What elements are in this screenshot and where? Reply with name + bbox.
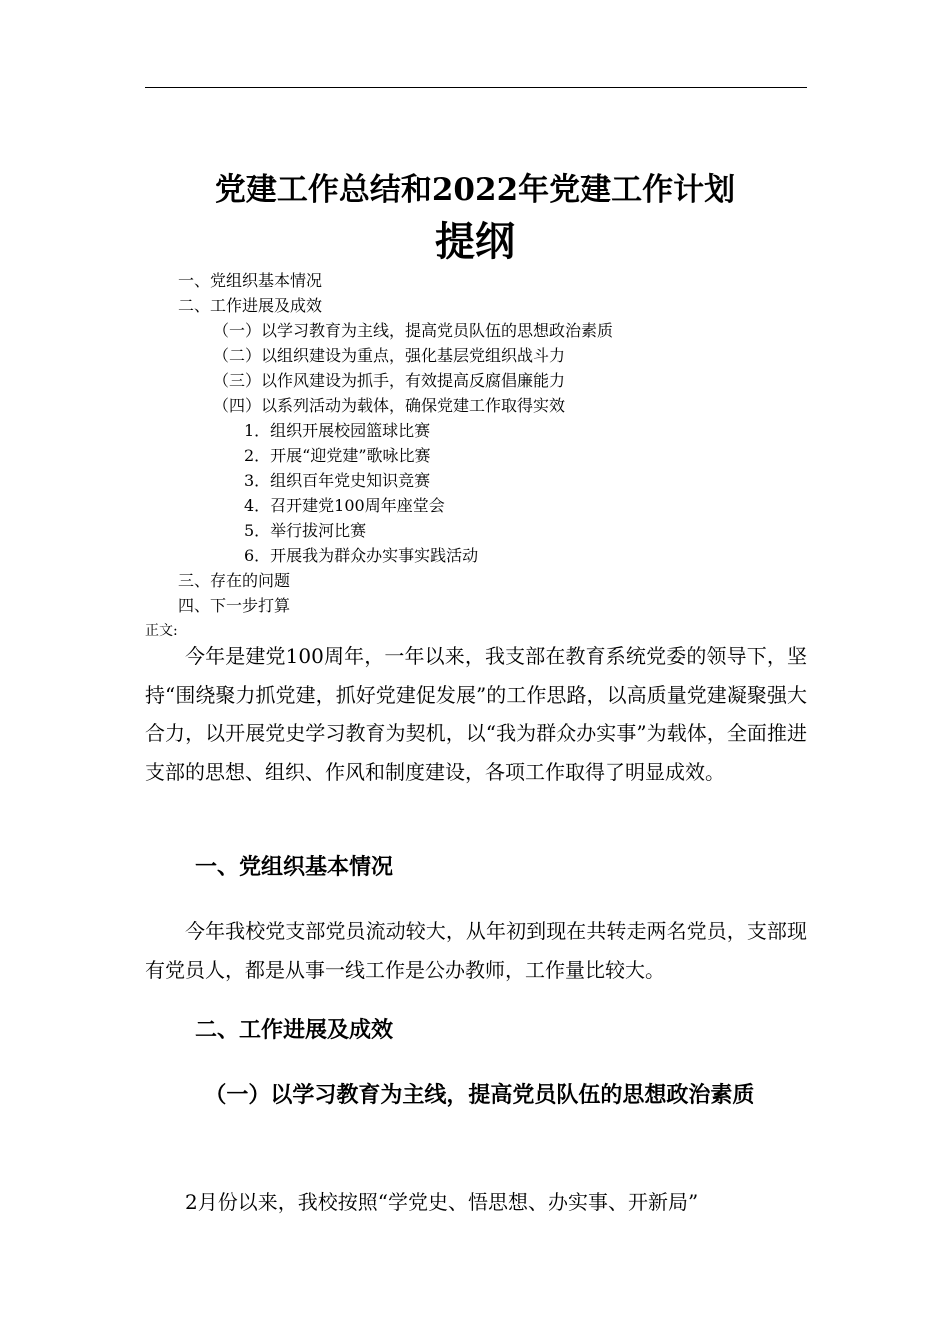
outline-section-4: 四、下一步打算 — [178, 596, 291, 615]
intro-paragraph: 今年是建党100周年，一年以来，我支部在教育系统党委的领导下，坚持“围绕聚力抓党建，抓好党建促发展”的工作思路，以高质量党建凝聚强大合力，以开展党史学习教育为契机，以“我为群众办实事”为载体，全面推进支部的思想、组织、作风和制度建设，各项工作取得了明显成效。 — [145, 644, 807, 784]
outline-section-3: 三、存在的问题 — [178, 571, 291, 590]
outline-item: 5．举行拔河比赛 — [244, 521, 367, 540]
subsection-heading-1: （一）以学习教育为主线，提高党员队伍的思想政治素质 — [204, 1082, 755, 1108]
outline-section-1: 一、党组织基本情况 — [178, 271, 323, 290]
outline-subsection: （一）以学习教育为主线，提高党员队伍的思想政治素质 — [213, 321, 614, 340]
header-rule — [145, 87, 807, 88]
document-subtitle: 提纲 — [435, 218, 515, 265]
section-heading-2: 二、工作进展及成效 — [195, 1018, 394, 1043]
outline-subsection: （二）以组织建设为重点，强化基层党组织战斗力 — [213, 346, 566, 365]
outline-item: 1．组织开展校园篮球比赛 — [244, 421, 431, 440]
outline-item: 2．开展“迎党建”歌咏比赛 — [244, 446, 431, 465]
outline-item: 4．召开建党100周年座堂会 — [244, 496, 445, 515]
document-title: 党建工作总结和2022年党建工作计划 — [214, 172, 736, 208]
outline-item: 6．开展我为群众办实事实践活动 — [244, 546, 479, 565]
paragraph-section-1: 今年我校党支部党员流动较大，从年初到现在共转走两名党员，支部现有党员人，都是从事一线工作是公办教师，工作量比较大。 — [145, 919, 807, 982]
outline-section-2: 二、工作进展及成效 — [178, 296, 323, 315]
outline-item: 3．组织百年党史知识竞赛 — [244, 471, 431, 490]
outline-subsection: （三）以作风建设为抓手，有效提高反腐倡廉能力 — [213, 371, 566, 390]
outline-subsection: （四）以系列活动为载体，确保党建工作取得实效 — [213, 396, 566, 415]
paragraph-subsection-1: 2月份以来，我校按照“学党史、悟思想、办实事、开新局” — [185, 1190, 699, 1214]
section-heading-1: 一、党组织基本情况 — [195, 855, 394, 880]
body-label: 正文: — [145, 623, 178, 639]
